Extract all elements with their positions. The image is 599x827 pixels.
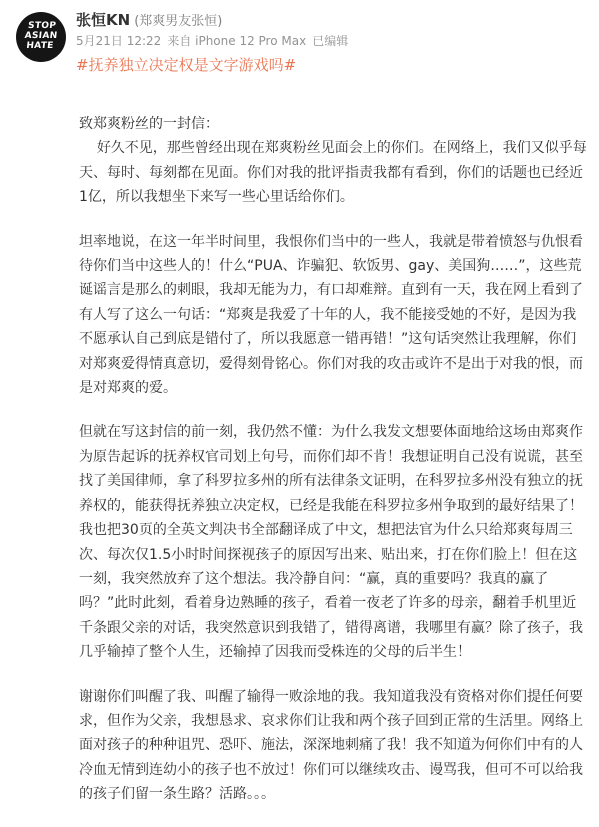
avatar[interactable] (16, 12, 66, 62)
edited-label[interactable]: 已编辑 (312, 34, 349, 48)
letter-paragraph: 谢谢你们叫醒了我、叫醒了输得一败涂地的我。我知道我没有资格对你们提任何要求，但作为父亲，我想恳求、哀求你们让我和两个孩子回到正常的生活里。网络上面对孩子的种种诅咒、恐吓、施法，深深地刺痛了我！我不知道为何你们中有的人冷血无情到连幼小的孩子也不放过！你们可以继续攻击、谩骂我，但可不可以给我的孩子们留一条生路？活路。。。 (79, 688, 583, 803)
letter-greeting: 致郑爽粉丝的一封信： (79, 116, 219, 132)
author-note: (郑爽男友张恒) (134, 14, 223, 29)
post-content (79, 112, 589, 827)
author-line (76, 8, 222, 32)
author-name[interactable]: 张恒KN (76, 11, 131, 29)
hashtag-link[interactable]: #抚养独立决定权是文字游戏吗# (76, 56, 297, 74)
letter-paragraph: 坦率地说，在这一年半时间里，我恨你们当中的一些人，我就是带着愤怒与仇恨看待你们当中这些人的！什么“PUA、诈骗犯、软饭男、gay、美国狗……”，这些荒诞谣言是那么的刺眼，我却无能为力，有口却难辩。直到有一天，我在网上看到了有人写了这么一句话：“郑爽是我爱了十年的人，我不能接受她的不好，是因为我不愿承认自己到底是错付了，所以我愿意一错再错！”这句话突然让我理解，你们对郑爽爱得情真意切，爱得刻骨铭心。你们对我的攻击或许不是出于对我的恨，而是对郑爽的爱。 (79, 233, 583, 397)
post-meta (76, 32, 354, 50)
avatar-logo-text: STOP ASIAN HATE (24, 21, 58, 51)
letter-paragraph: 但就在写这封信的前一刻，我仍然不懂：为什么我发文想要体面地给这场由郑爽作为原告起诉的抚养权官司划上句号，而你们却不肯！我想证明自己没有说谎，甚至找了美国律师，拿了科罗拉多州的所有法律条文证明，在科罗拉多州没有独立的抚养权的，能获得抚养独立决定权，已经是我能在科罗拉多州争取到的最好结果了！我也把30页的全英文判决书全部翻译成了中文，想把法官为什么只给郑爽每周三次、每次仅1.5小时时间探视孩子的原因写出来、贴出来，打在你们脸上！但在这一刻，我突然放弃了这个想法。我冷静自问：“赢，真的重要吗？我真的赢了吗？”此时此刻，看着身边熟睡的孩子，看着一夜老了许多的母亲，翻着手机里近千条跟父亲的对话，我突然意识到我错了，错得离谱，我哪里有赢？除了孩子，我几乎输掉了整个人生，还输掉了因我而受株连的父母的后半生！ (79, 424, 583, 661)
letter-paragraph (79, 136, 589, 209)
post-source: 来自 iPhone 12 Pro Max (167, 34, 307, 48)
post-date[interactable]: 5月21日 12:22 (76, 34, 162, 48)
letter-paragraph-text: 好久不见，那些曾经出现在郑爽粉丝见面会上的你们。在网络上，我们又似乎每天、每时、每刻都在见面。你们对我的批评指责我都有看到，你们的话题也已经近1亿，所以我想坐下来写一些心里话给你们。 (79, 140, 587, 206)
post-header (0, 0, 599, 96)
